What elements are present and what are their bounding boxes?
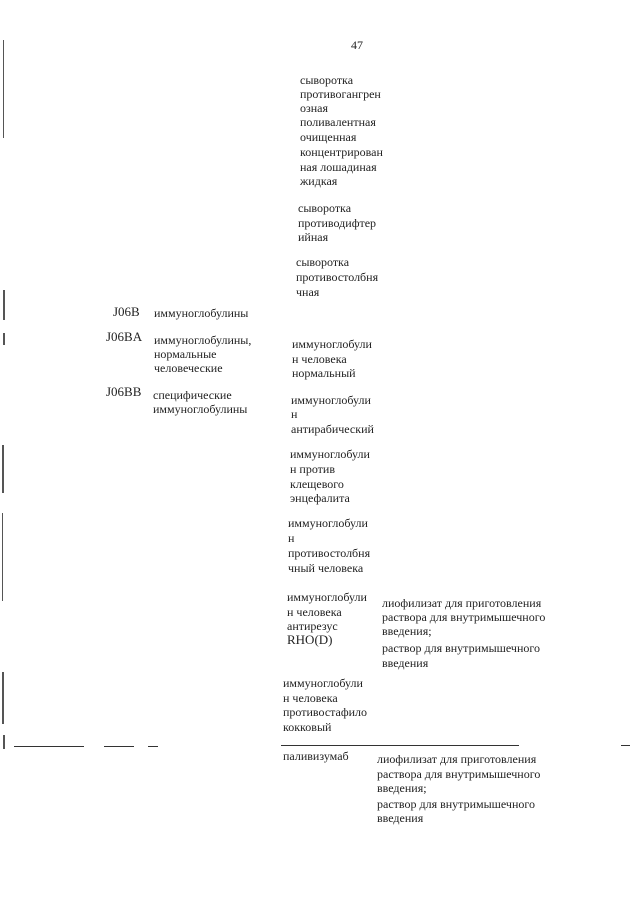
group-name-line: иммуноглобулины, — [154, 333, 252, 347]
group-name-line: нормальные — [154, 347, 217, 361]
scan-margin-mark — [3, 333, 5, 345]
dosage-form-line: введения — [377, 811, 424, 825]
table-rule — [104, 746, 134, 747]
table-rule — [621, 745, 630, 746]
drug-name-line: н человека — [292, 352, 347, 366]
drug-name-line: иммуноглобули — [288, 516, 368, 530]
dosage-form-line: лиофилизат для приготовления — [377, 752, 537, 766]
drug-name-line: н против — [290, 462, 336, 476]
drug-name-line: н человека — [287, 605, 342, 619]
drug-name-line: антирабический — [291, 422, 374, 436]
scan-margin-mark — [3, 290, 5, 320]
drug-name-line: антирезус — [287, 619, 338, 633]
dosage-form-line: введения; — [377, 781, 427, 795]
dosage-form-line: раствора для внутримышечного — [377, 767, 541, 781]
dosage-form-line: введения; — [382, 624, 432, 638]
serum-name-line: противодифтер — [298, 216, 377, 230]
serum-name-line: поливалентная — [300, 115, 376, 129]
page-number: 47 — [351, 38, 363, 52]
atc-code: J06B — [113, 304, 140, 319]
table-rule — [14, 746, 84, 747]
drug-name-line: энцефалита — [290, 491, 350, 505]
serum-name-line: ная лошадиная — [300, 160, 377, 174]
drug-name-line: клещевого — [290, 477, 344, 491]
table-rule — [281, 745, 519, 746]
dosage-form-line: раствор для внутримышечного — [382, 641, 540, 655]
drug-name-line: иммуноглобули — [292, 337, 372, 351]
scan-margin-mark — [2, 445, 4, 493]
table-rule — [148, 746, 158, 747]
serum-name-line: озная — [300, 101, 329, 115]
drug-name-line: RHO(D) — [287, 632, 333, 647]
serum-name-line: противостолбня — [296, 270, 379, 284]
dosage-form-line: раствора для внутримышечного — [382, 610, 546, 624]
atc-code: J06BA — [106, 329, 143, 344]
serum-name-line: сыворотка — [298, 201, 352, 215]
drug-name-line: паливизумаб — [283, 749, 349, 763]
serum-name-line: чная — [296, 285, 320, 299]
drug-name-line: противостолбня — [288, 546, 371, 560]
group-name-line: иммуноглобулины — [153, 402, 248, 416]
scan-margin-mark — [2, 513, 3, 601]
drug-name-line: иммуноглобули — [287, 590, 367, 604]
group-name-line: человеческие — [154, 361, 223, 375]
group-name-line: специфические — [153, 388, 232, 402]
drug-name-line: противостафило — [283, 705, 368, 719]
scan-margin-mark — [3, 40, 4, 138]
serum-name-line: сыворотка — [300, 73, 354, 87]
atc-code: J06BB — [106, 384, 142, 399]
serum-name-line: концентрирован — [300, 145, 383, 159]
serum-name-line: очищенная — [300, 130, 357, 144]
serum-name-line: жидкая — [300, 174, 338, 188]
drug-name-line: н человека — [283, 691, 338, 705]
drug-name-line: иммуноглобули — [283, 676, 363, 690]
drug-name-line: н — [288, 531, 295, 545]
drug-name-line: иммуноглобули — [290, 447, 370, 461]
dosage-form-line: введения — [382, 656, 429, 670]
serum-name-line: противогангрен — [300, 87, 381, 101]
drug-name-line: чный человека — [288, 561, 364, 575]
drug-name-line: нормальный — [292, 366, 356, 380]
serum-name-line: ийная — [298, 230, 329, 244]
group-name-line: иммуноглобулины — [154, 306, 249, 320]
dosage-form-line: раствор для внутримышечного — [377, 797, 535, 811]
scan-margin-mark — [2, 672, 4, 724]
scan-margin-mark — [3, 735, 5, 749]
drug-name-line: н — [291, 407, 298, 421]
serum-name-line: сыворотка — [296, 255, 350, 269]
drug-name-line: иммуноглобули — [291, 393, 371, 407]
dosage-form-line: лиофилизат для приготовления — [382, 596, 542, 610]
drug-name-line: кокковый — [283, 720, 332, 734]
